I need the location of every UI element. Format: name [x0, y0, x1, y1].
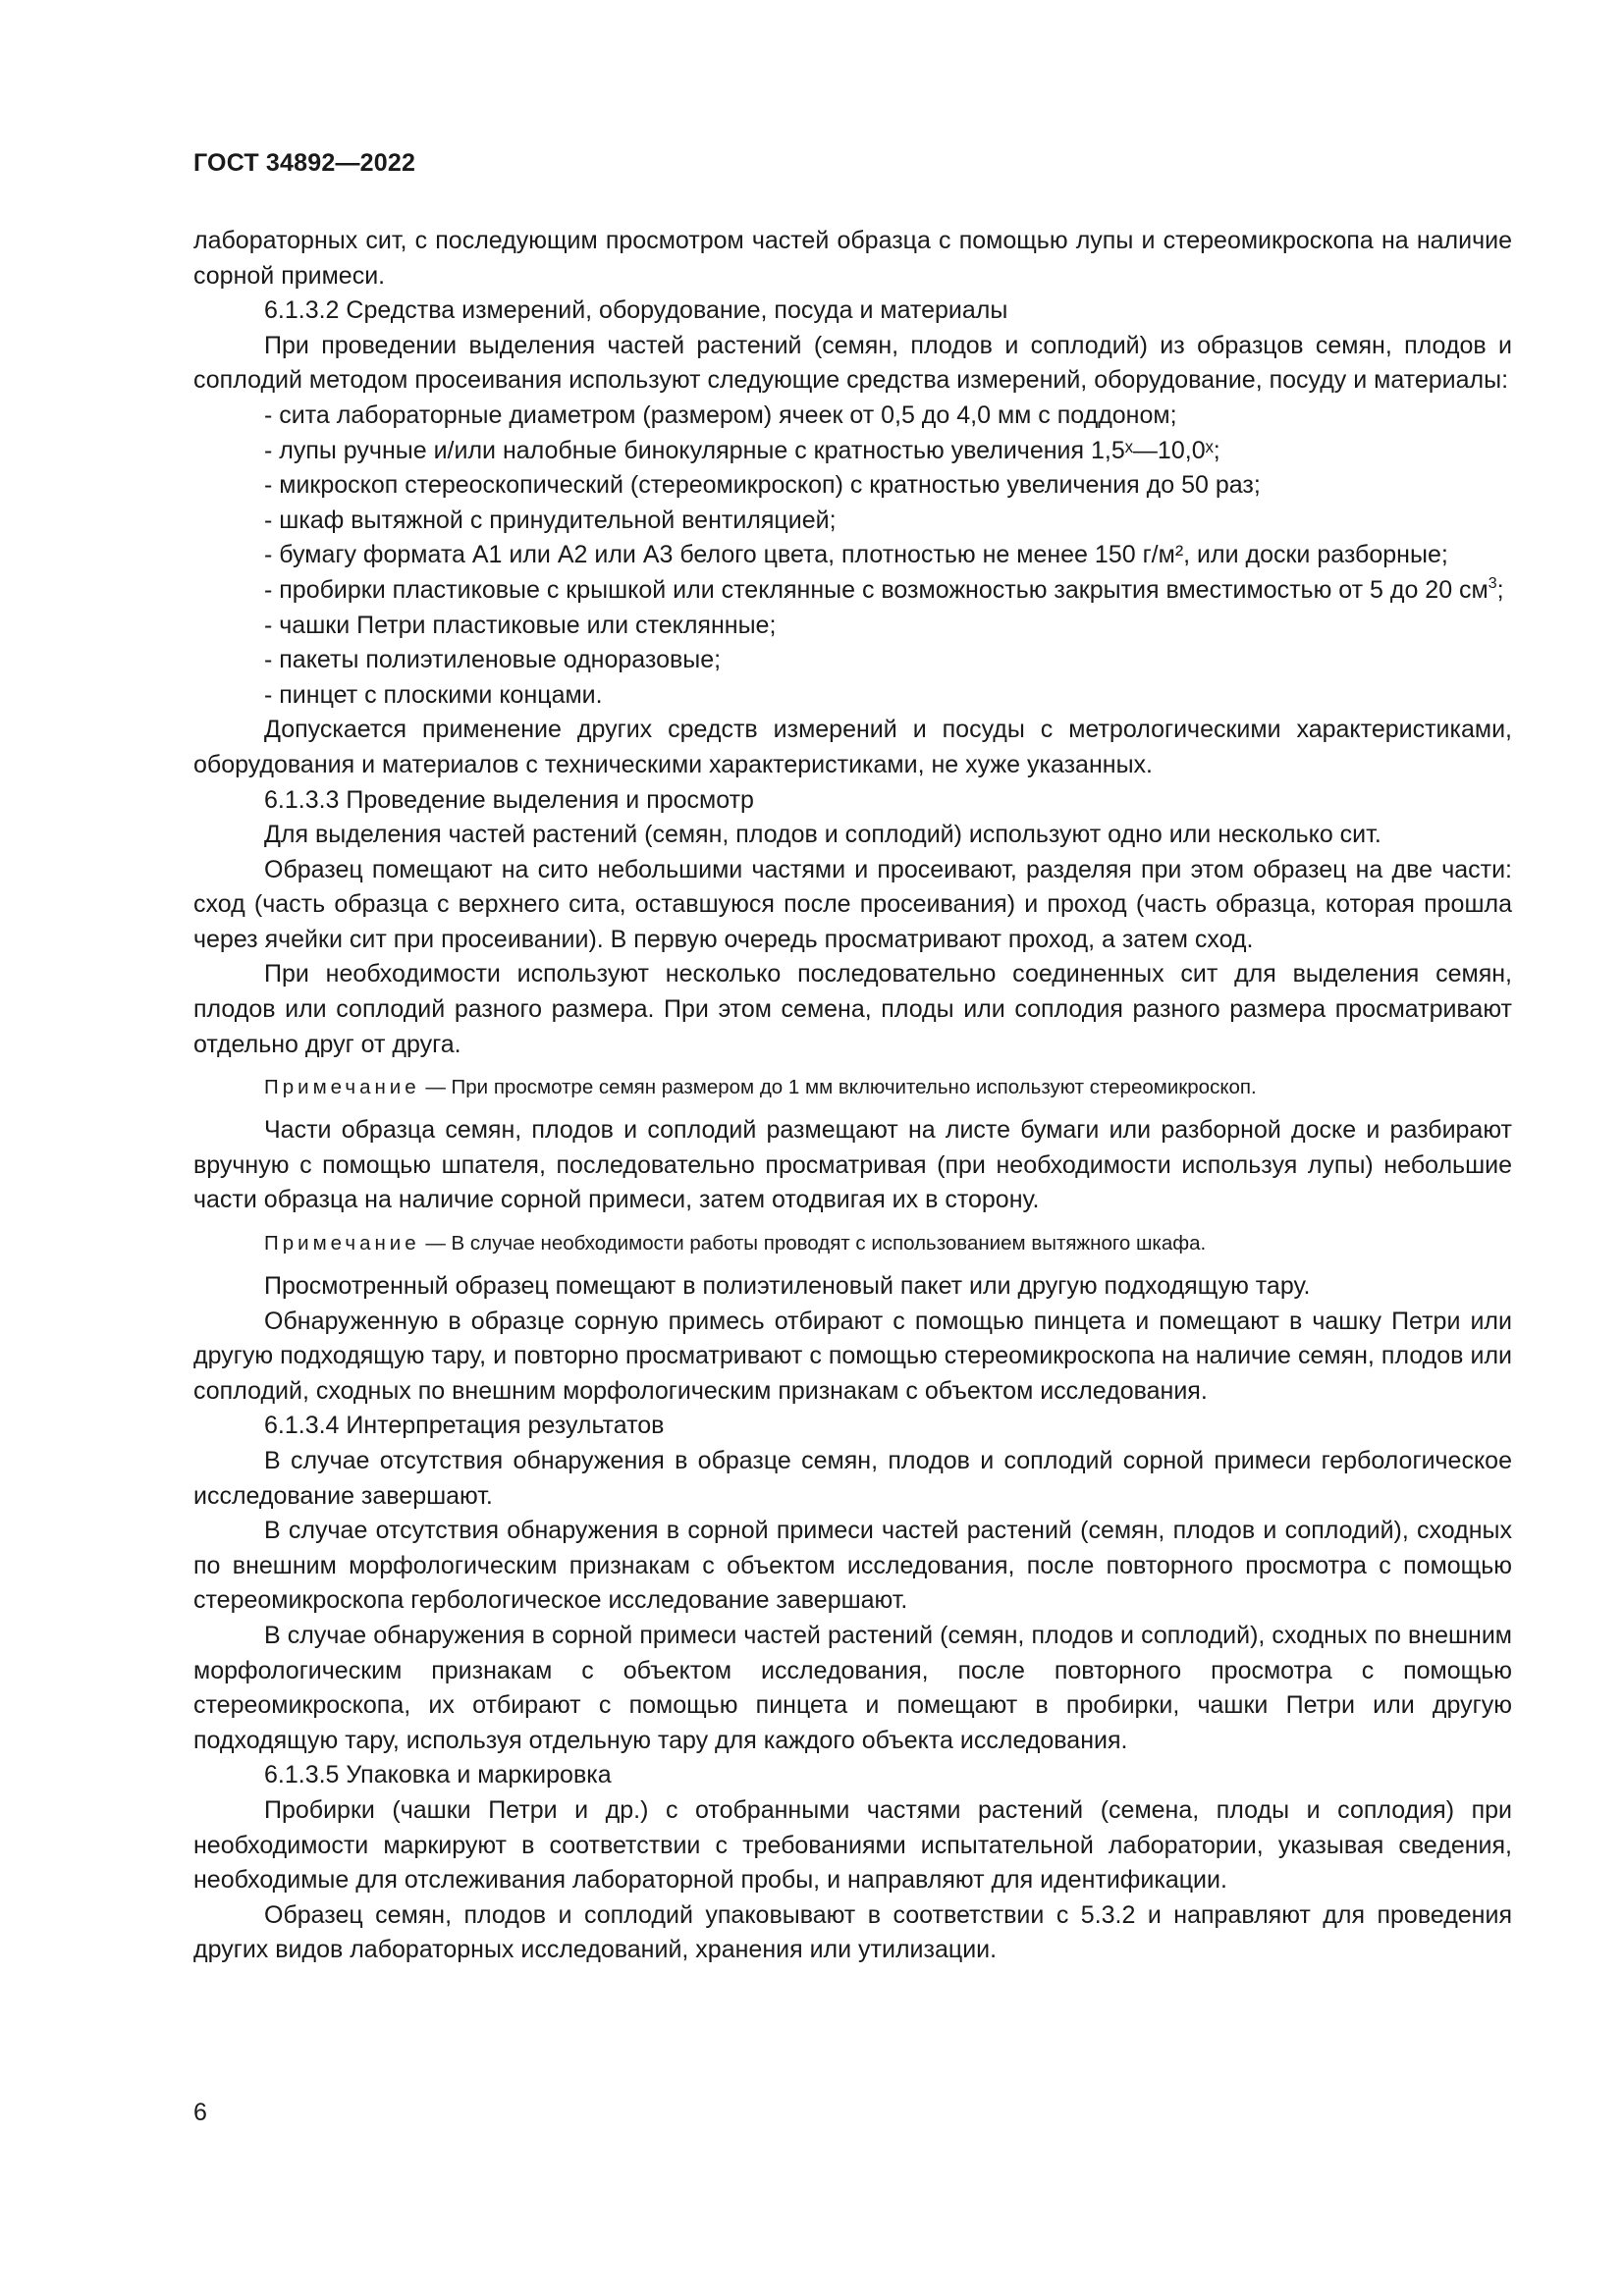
paragraph: При необходимости используют несколько последовательно соединенных сит для выделения семян, плодов или соплодий разного размера. При этом семена, плоды или соплодия разного размера просматривают отдельно друг от друга.: [193, 960, 1512, 1058]
list-item: - лупы ручные и/или налобные бинокулярные с кратностью увеличения 1,5ˣ—10,0ˣ;: [264, 436, 1220, 464]
paragraph: В случае обнаружения в сорной примеси частей растений (семян, плодов и соплодий), сходных по внешним морфологическим признакам с объектом исследования, после повторного просмотра с помощью стереомикроскопа, их отбирают с помощью пинцета и помещают в пробирки, чашки Петри или другую подходящую тару, используя отдельную тару для каждого объекта исследования.: [193, 1621, 1512, 1754]
list-item: - пакеты полиэтиленовые одноразовые;: [264, 646, 722, 674]
list-item: - шкаф вытяжной с принудительной вентиляцией;: [264, 506, 837, 534]
document-code-header: ГОСТ 34892—2022: [193, 149, 416, 177]
note: [193, 1229, 1512, 1258]
paragraph: В случае отсутствия обнаружения в образце семян, плодов и соплодий сорной примеси гербологическое исследование завершают.: [193, 1447, 1512, 1510]
paragraph: Обнаруженную в образце сорную примесь отбирают с помощью пинцета и помещают в чашку Петри или другую подходящую тару, и повторно просматривают с помощью стереомикроскопа на наличие семян, плодов или соплодий, сходных по внешним морфологическим признакам с объектом исследования.: [193, 1307, 1512, 1405]
paragraph: Пробирки (чашки Петри и др.) с отобранными частями растений (семена, плоды и соплодия) при необходимости маркируют в соответствии с требованиями испытательной лаборатории, указывая сведения, необходимые для отслеживания лабораторной пробы, и направляют для идентификации.: [193, 1795, 1512, 1895]
section-heading-6-1-3-4: 6.1.3.4 Интерпретация результатов: [264, 1412, 665, 1440]
note-text: — При просмотре семян размером до 1 мм включительно используют стереомикроскоп.: [419, 1076, 1257, 1099]
paragraph: Для выделения частей растений (семян, плодов и соплодий) используют одно или несколько сит.: [264, 821, 1381, 849]
list-item: - пинцет с плоскими концами.: [264, 680, 603, 709]
paragraph: Просмотренный образец помещают в полиэтиленовый пакет или другую подходящую тару.: [264, 1272, 1311, 1301]
paragraph: Образец семян, плодов и соплодий упаковывают в соответствии с 5.3.2 и направляют для проведения других видов лабораторных исследований, хранения или утилизации.: [193, 1900, 1512, 1964]
note-text: — В случае необходимости работы проводят с использованием вытяжного шкафа.: [419, 1232, 1207, 1255]
paragraph: лабораторных сит, с последующим просмотром частей образца с помощью лупы и стереомикроскопа на наличие сорной примеси.: [193, 227, 1512, 290]
list-item: [193, 573, 1512, 609]
section-heading-6-1-3-2: 6.1.3.2 Средства измерений, оборудование, посуда и материалы: [264, 296, 1008, 325]
section-heading-6-1-3-3: 6.1.3.3 Проведение выделения и просмотр: [264, 785, 754, 814]
paragraph: Образец помещают на сито небольшими частями и просеивают, разделяя при этом образец на две части: сход (часть образца с верхнего сита, оставшуюся после просеивания) и проход (часть образца, которая прошла через ячейки сит при просеивании). В первую очередь просматривают проход, а затем сход.: [193, 855, 1512, 953]
note-label: Примечание: [264, 1232, 420, 1255]
paragraph: Допускается применение других средств измерений и посуды с метрологическими характеристиками, оборудования и материалов с техническими характеристиками, не хуже указанных.: [193, 716, 1512, 778]
list-item: - сита лабораторные диаметром (размером) ячеек от 0,5 до 4,0 мм с поддоном;: [264, 400, 1177, 429]
list-item-text: - пробирки пластиковые с крышкой или стеклянные с возможностью закрытия вместимостью от 5 до 20 см: [264, 575, 1489, 604]
list-item-end: ;: [1496, 575, 1504, 604]
paragraph: В случае отсутствия обнаружения в сорной примеси частей растений (семян, плодов и соплодий), сходных по внешним морфологическим признакам с объектом исследования, после повторного просмотра с помощью стереомикроскопа гербологическое исследование завершают.: [193, 1517, 1512, 1615]
paragraph: При проведении выделения частей растений (семян, плодов и соплодий) из образцов семян, плодов и соплодий методом просеивания используют следующие средства измерений, оборудование, посуду и материалы:: [193, 331, 1512, 395]
list-item: - бумагу формата А1 или А2 или А3 белого цвета, плотностью не менее 150 г/м², или доски разборные;: [264, 541, 1448, 569]
list-item: - микроскоп стереоскопический (стереомикроскоп) с кратностью увеличения до 50 раз;: [264, 471, 1261, 500]
superscript: 3: [1488, 574, 1497, 592]
note: [193, 1073, 1512, 1102]
section-heading-6-1-3-5: 6.1.3.5 Упаковка и маркировка: [264, 1761, 612, 1789]
list-item: - чашки Петри пластиковые или стеклянные;: [264, 611, 777, 639]
note-label: Примечание: [264, 1076, 420, 1099]
paragraph: Части образца семян, плодов и соплодий размещают на листе бумаги или разборной доске и разбирают вручную с помощью шпателя, последовательно просматривая (при необходимости используя лупы) небольшие части образца на наличие сорной примеси, затем отодвигая их в сторону.: [193, 1116, 1512, 1214]
document-body: [193, 224, 1512, 1968]
page-number: 6: [193, 2099, 207, 2126]
